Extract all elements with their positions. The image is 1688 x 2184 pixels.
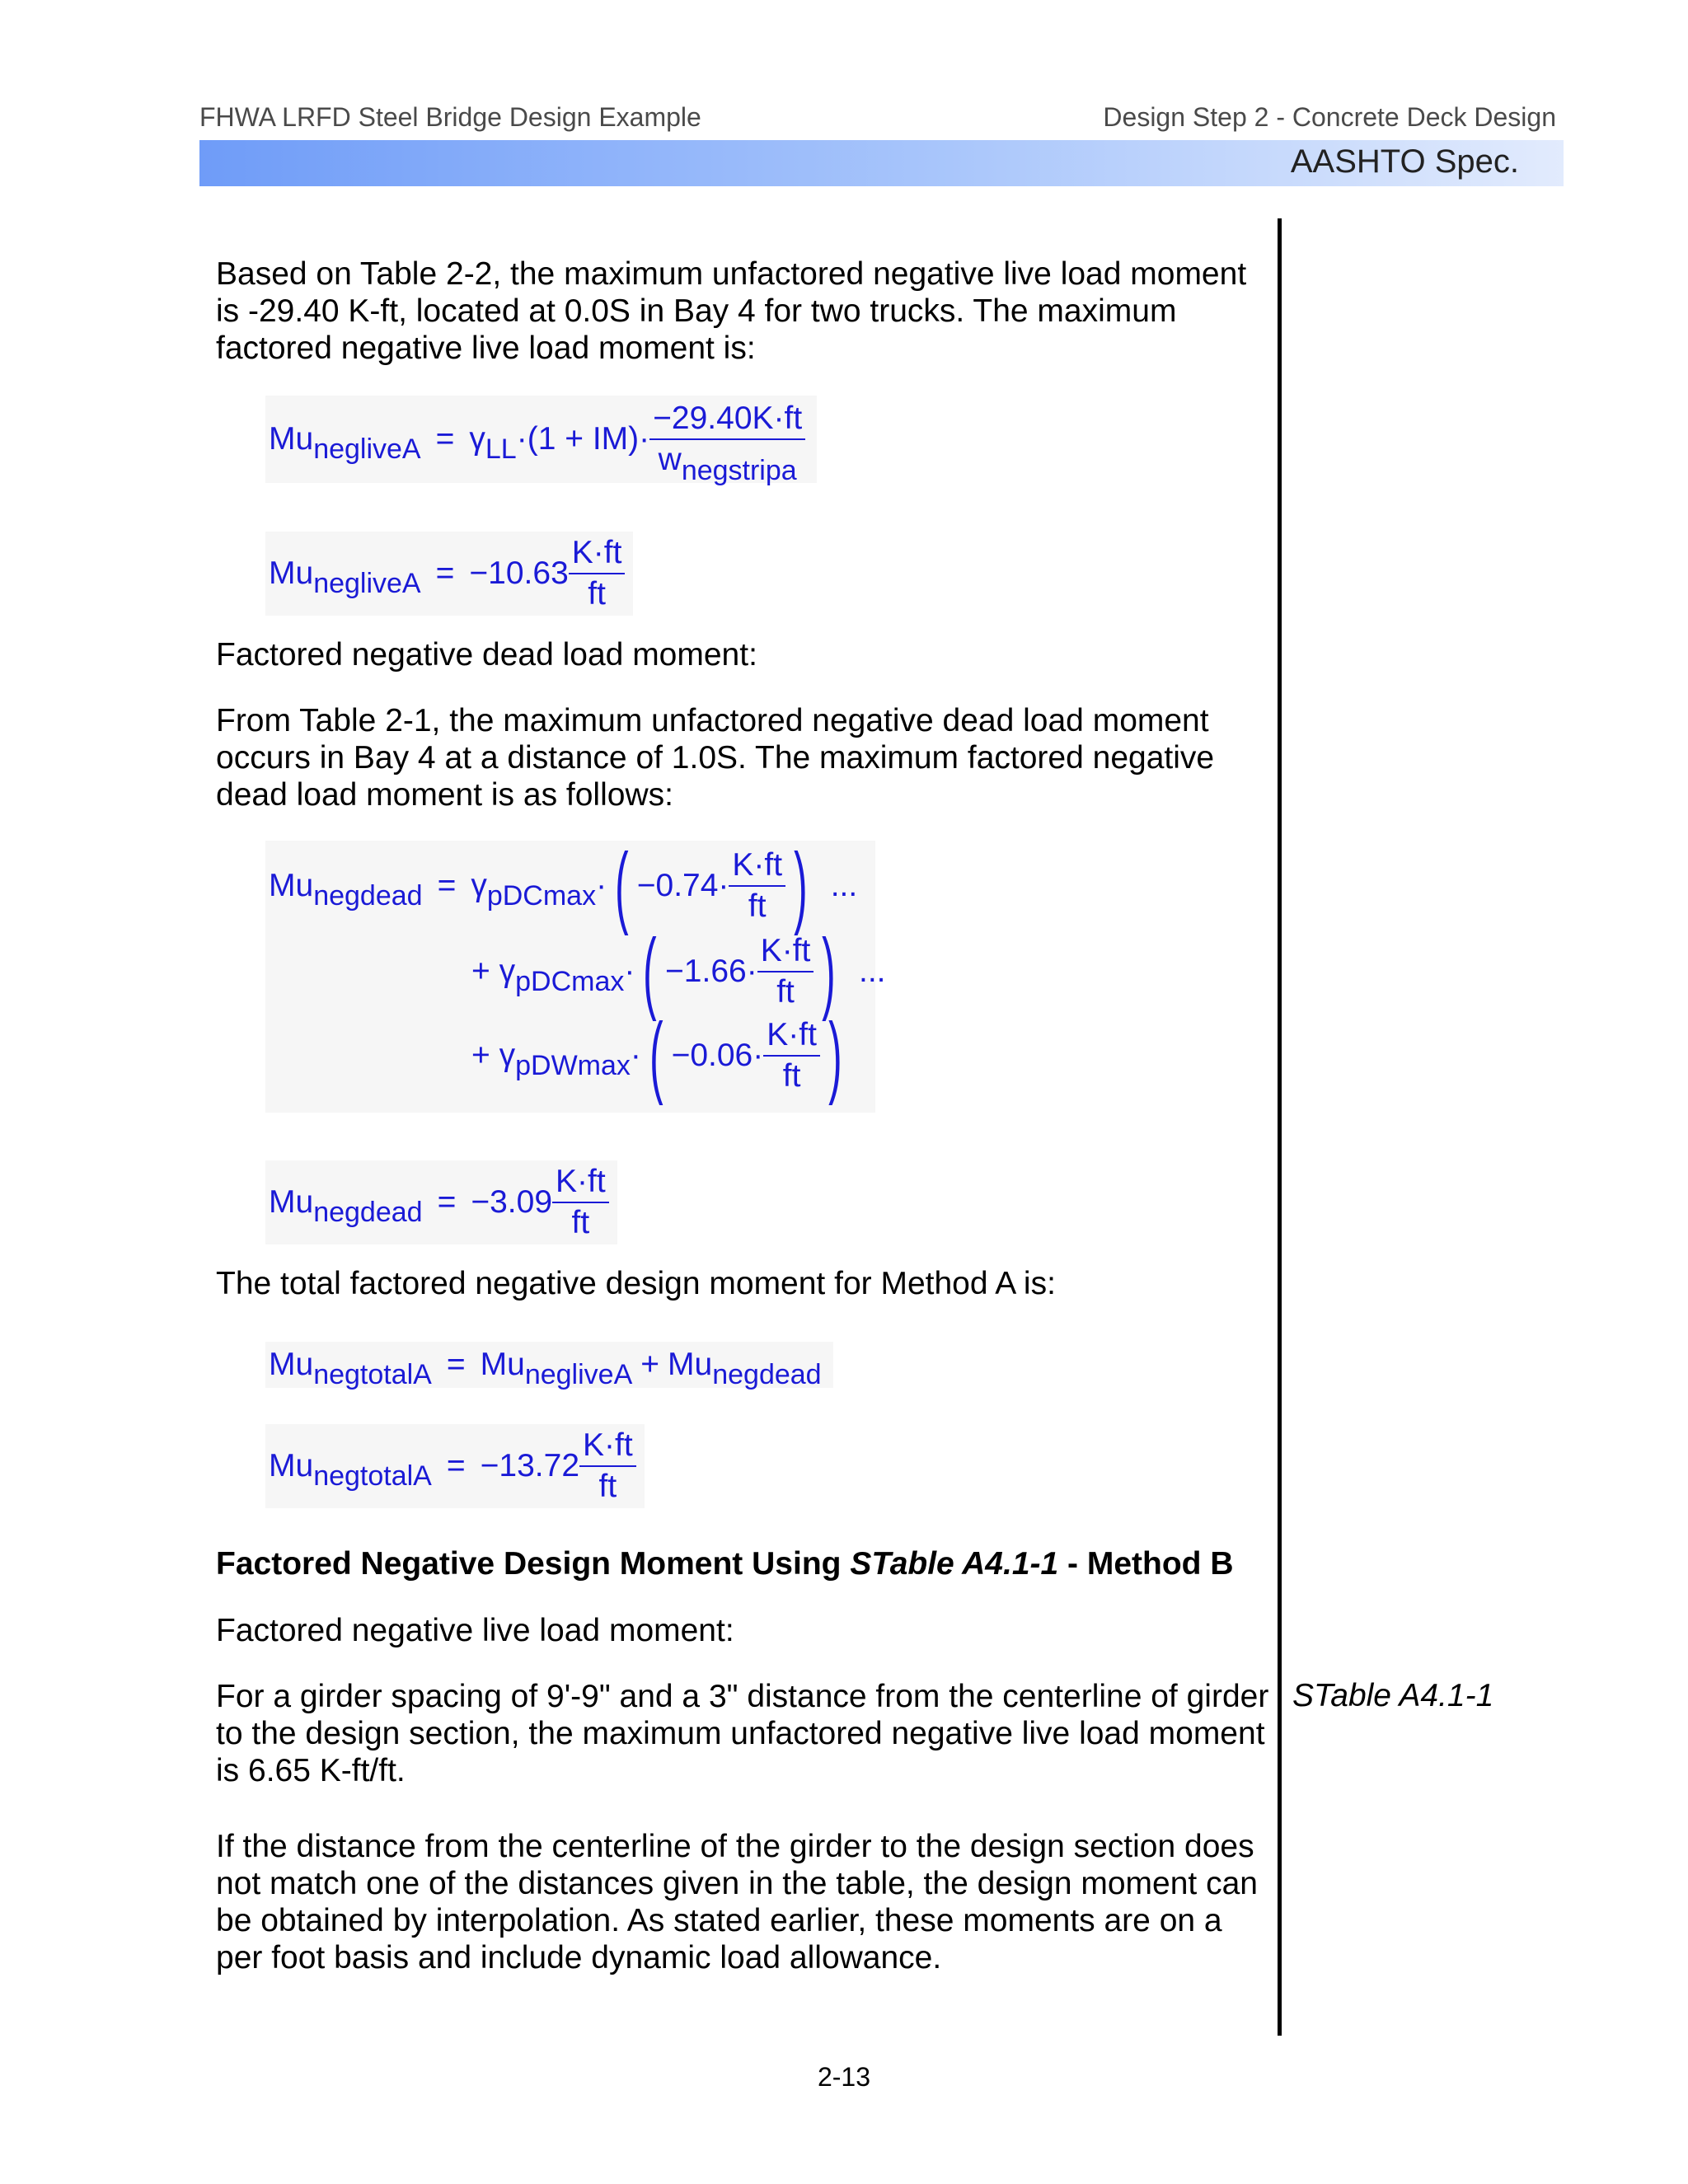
eq-value: −3.09 [471,1184,553,1220]
paragraph-total-method-a: The total factored negative design moment for Method A is: [216,1266,1056,1301]
eq-term-b-subscript: negdead [712,1358,822,1390]
eq-term-a: Mu [480,1347,525,1382]
eq-term-units: $\frac{K\cdot ft}{ft}$ [763,1017,820,1094]
header-document-title: FHWA LRFD Steel Bridge Design Example [199,102,701,132]
eq-lhs-subscript: negtotalA [313,1358,432,1390]
eq-continuation: ... [830,868,858,903]
heading-spec-reference: STable A4.1-1 [850,1546,1059,1582]
paragraph-interpolation-note: If the distance from the centerline of the girder to the design section does not match one of the distances given in the table, the design moment can be obtained by interpolation. As stated earlier, these moments are on a per foot basis and include dynamic load allowance. [216,1829,1258,1975]
eq-operator: = [446,1347,466,1382]
paragraph-neg-dead-load-intro: From Table 2-1, the maximum unfactored negative dead load moment occurs in Bay 4 at a distance of 1.0S. The maximum factored negative dead load moment is as follows: [216,703,1215,813]
eq-units-den: ft [571,1205,590,1240]
eq-lhs-subscript: negdead [313,1196,423,1228]
eq-gamma: γ [471,868,487,903]
eq-gamma: γ [499,1038,516,1073]
eq-operator: = [435,421,455,457]
eq-lhs: Mu [269,1347,314,1382]
side-spec-reference: STable A4.1-1 [1292,1678,1494,1713]
eq-units-den: ft [588,576,606,612]
eq-lhs: Mu [269,555,314,591]
paragraph-neg-live-load-label-b: Factored negative live load moment: [216,1613,734,1648]
equation-mu-negtotal-definition [265,1342,833,1388]
eq-plus: + [640,1347,660,1382]
eq-line-1: Mu negdead = γ pDCmax · ( −0.74· $\frac{K\cdot ft}{ft}$ ) ... [269,835,858,936]
eq-units-num: K·ft [569,535,626,574]
eq-operator: = [437,868,457,903]
paragraph-neg-live-load-intro: Based on Table 2-2, the maximum unfactored negative live load moment is -29.40 K-ft, located at 0.0S in Bay 4 for two trucks. The maximum factored negative live load moment is: [216,256,1247,366]
eq-lhs: Mu [269,1184,314,1220]
eq-line-3: + γ pDWmax · ( −0.06· $\frac{K\cdot ft}{ft}$ ) [471,1005,842,1106]
eq-term-a-subscript: negliveA [524,1358,633,1390]
eq-term-value: −1.66· [665,954,757,989]
eq-gamma-subscript: LL [485,433,517,465]
eq-operator: = [435,555,455,591]
eq-term-units: $\frac{K\cdot ft}{ft}$ [757,933,814,1010]
eq-units-den: ft [598,1469,617,1504]
eq-factor: ·(1 + IM)· [516,421,650,457]
eq-plus: + [471,954,490,989]
equation-mu-neglive-definition [265,396,817,486]
eq-value: −10.63 [469,555,569,591]
eq-operator: = [437,1184,457,1220]
eq-plus: + [471,1038,490,1073]
equation-mu-negtotal-result [265,1424,645,1508]
eq-term-value: −0.74· [636,868,729,903]
eq-lhs: Mu [269,1448,314,1483]
eq-gamma: γ [499,954,516,989]
eq-term-units: $\frac{K\cdot ft}{ft}$ [729,847,785,925]
eq-gamma-subscript: pDWmax [515,1049,631,1081]
eq-units-num: K·ft [579,1427,636,1467]
eq-gamma: γ [469,421,485,457]
eq-lhs-subscript: negliveA [313,567,421,599]
page-number: 2-13 [817,2062,871,2092]
eq-units-fraction [569,535,626,612]
eq-lhs-subscript: negdead [313,879,423,912]
eq-units-fraction [579,1427,636,1505]
header-section-title: Design Step 2 - Concrete Deck Design [1103,102,1556,132]
eq-term-b: Mu [668,1347,713,1382]
eq-value: −13.72 [480,1448,580,1483]
eq-units-num: K·ft [552,1164,609,1203]
paragraph-girder-spacing: For a girder spacing of 9'-9" and a 3" distance from the centerline of girder to the design section, the maximum unfactored negative live load moment is 6.65 K-ft/ft. [216,1679,1269,1788]
eq-term-value: −0.06· [671,1038,764,1073]
eq-lhs-subscript: negtotalA [313,1460,432,1492]
paragraph-neg-dead-load-label: Factored negative dead load moment: [216,637,757,673]
eq-fraction [649,401,805,486]
eq-gamma-subscript: pDCmax [515,965,625,997]
eq-continuation: ... [859,954,886,989]
equation-mu-negdead-definition [265,835,886,1113]
eq-gamma-subscript: pDCmax [486,879,597,912]
equation-mu-neglive-result [265,532,633,616]
eq-line-2: + γ pDCmax · ( −1.66· $\frac{K\cdot ft}{ft}$ ) ... [471,921,886,1022]
section-heading-method-b: Factored Negative Design Moment Using STable A4.1-1 - Method B [216,1546,1234,1582]
eq-numerator: −29.40K·ft [649,401,805,440]
eq-denominator: wnegstripa [658,442,797,486]
side-column-title: AASHTO Spec. [1290,143,1519,180]
equation-mu-negdead-result [265,1160,617,1244]
eq-units-fraction [552,1164,609,1241]
eq-lhs: Mu [269,421,314,457]
eq-operator: = [446,1448,466,1483]
column-divider [1278,218,1282,2036]
eq-lhs-subscript: negliveA [313,433,421,465]
eq-lhs: Mu [269,868,314,903]
